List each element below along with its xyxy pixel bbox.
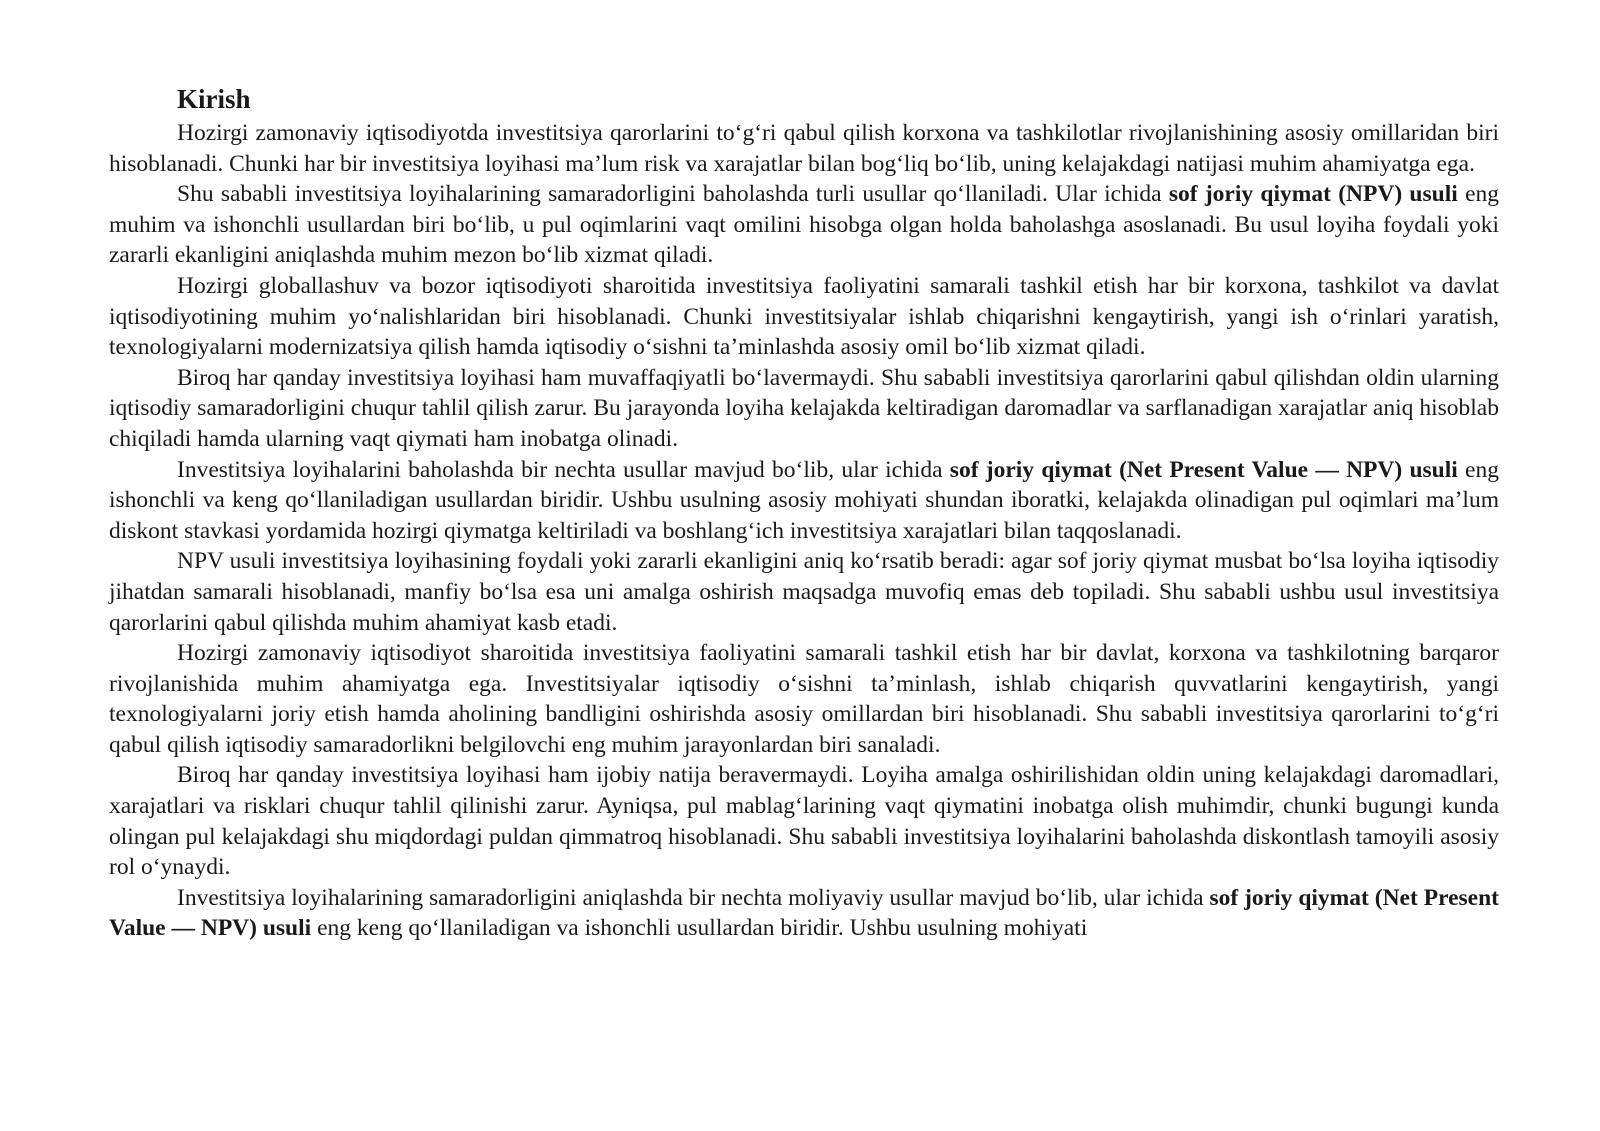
document-body bbox=[109, 118, 1499, 944]
bold-term: sof joriy qiymat (NPV) usuli bbox=[1168, 181, 1458, 208]
paragraph-text: Hozirgi zamonaviy iqtisodiyotda investitsiya qarorlarini to‘g‘ri qabul qilish korxona va tashkilotlar rivojlanishining asosiy omillaridan biri hisoblanadi. Chunki har bir investitsiya loyihasi ma’lum risk va xarajatlar bilan bog‘liq bo‘lib, uning kelajakdagi natijasi muhim ahamiyatga ega. bbox=[109, 120, 1499, 177]
paragraph-text: eng muhim va ishonchli usullardan biri bo‘lib, u pul oqimlarini vaqt omilini hisobga olgan holda baholashga asoslanadi. Bu usul loyiha foydali yoki zararli ekanligini aniqlashda muhim mezon bo‘lib xizmat qiladi. bbox=[109, 181, 1499, 269]
paragraph-text: Shu sababli investitsiya loyihalarining samaradorligini baholashda turli usullar qo‘llaniladi. Ular ichida bbox=[177, 181, 1169, 208]
bold-term: sof joriy qiymat (Net Present Value — NPV) usuli bbox=[109, 884, 1499, 942]
paragraph bbox=[109, 271, 1499, 363]
paragraph bbox=[109, 455, 1499, 547]
document-page bbox=[109, 80, 1499, 944]
paragraph-text: Investitsiya loyihalarini baholashda bir nechta usullar mavjud bo‘lib, ular ichida bbox=[177, 456, 950, 483]
section-heading: Kirish bbox=[177, 84, 251, 114]
paragraph-text: eng keng qo‘llaniladigan va ishonchli usullardan biridir. Ushbu usulning mohiyati bbox=[311, 915, 1088, 942]
paragraph bbox=[109, 363, 1499, 455]
paragraph-text: Biroq har qanday investitsiya loyihasi ham muvaffaqiyatli bo‘lavermaydi. Shu sababli investitsiya qarorlarini qabul qilishdan oldin ularning iqtisodiy samaradorligini chuqur tahlil qilish zarur. Bu jarayonda loyiha kelajakda keltiradigan daromadlar va sarflanadigan xarajatlar aniq hisoblab chiqiladi hamda ularning vaqt qiymati ham inobatga olinadi. bbox=[109, 364, 1499, 452]
paragraph-text: eng ishonchli va keng qo‘llaniladigan usullardan biridir. Ushbu usulning asosiy mohiyati shundan iboratki, kelajakda olinadigan pul oqimlari ma’lum diskont stavkasi yordamida hozirgi qiymatga keltiriladi va boshlang‘ich investitsiya xarajatlari bilan taqqoslanadi. bbox=[109, 456, 1499, 544]
paragraph bbox=[109, 883, 1499, 944]
paragraph bbox=[109, 638, 1499, 760]
paragraph bbox=[109, 179, 1499, 271]
paragraph-text: Biroq har qanday investitsiya loyihasi ham ijobiy natija beravermaydi. Loyiha amalga oshirilishidan oldin uning kelajakdagi daromadlari, xarajatlari va risklari chuqur tahlil qilinishi zarur. Ayniqsa, pul mablag‘larining vaqt qiymatini inobatga olish muhimdir, chunki bugungi kunda olingan pul kelajakdagi shu miqdordagi puldan qimmatroq hisoblanadi. Shu sababli investitsiya loyihalarini baholashda diskontlash tamoyili asosiy rol o‘ynaydi. bbox=[109, 762, 1499, 881]
bold-term: sof joriy qiymat (Net Present Value — NPV) usuli bbox=[949, 456, 1458, 483]
paragraph bbox=[109, 118, 1499, 179]
paragraph bbox=[109, 760, 1499, 882]
paragraph-text: NPV usuli investitsiya loyihasining foydali yoki zararli ekanligini aniq ko‘rsatib beradi: agar sof joriy qiymat musbat bo‘lsa loyiha iqtisodiy jihatdan samarali hisoblanadi, manfiy bo‘lsa esa uni amalga oshirish maqsadga muvofiq emas deb topiladi. Shu sababli ushbu usul investitsiya qarorlarini qabul qilishda muhim ahamiyat kasb etadi. bbox=[109, 548, 1499, 636]
paragraph-text: Investitsiya loyihalarining samaradorligini aniqlashda bir nechta moliyaviy usullar mavjud bo‘lib, ular ichida bbox=[177, 884, 1210, 911]
paragraph bbox=[109, 546, 1499, 638]
paragraph-text: Hozirgi zamonaviy iqtisodiyot sharoitida investitsiya faoliyatini samarali tashkil etish har bir davlat, korxona va tashkilotning barqaror rivojlanishida muhim ahamiyatga ega. Investitsiyalar iqtisodiy o‘sishni ta’minlash, ishlab chiqarish quvvatlarini kengaytirish, yangi texnologiyalarni joriy etish hamda aholining bandligini oshirishda asosiy omillardan biri hisoblanadi. Shu sababli investitsiya qarorlarini to‘g‘ri qabul qilish iqtisodiy samaradorlikni belgilovchi eng muhim jarayonlardan biri sanaladi. bbox=[109, 640, 1499, 758]
paragraph-text: Hozirgi globallashuv va bozor iqtisodiyoti sharoitida investitsiya faoliyatini samarali tashkil etish har bir korxona, tashkilot va davlat iqtisodiyotining muhim yo‘nalishlaridan biri hisoblanadi. Chunki investitsiyalar ishlab chiqarishni kengaytirish, yangi ish o‘rinlari yaratish, texnologiyalarni modernizatsiya qilish hamda iqtisodiy o‘sishni ta’minlashda asosiy omil bo‘lib xizmat qiladi. bbox=[109, 272, 1499, 361]
